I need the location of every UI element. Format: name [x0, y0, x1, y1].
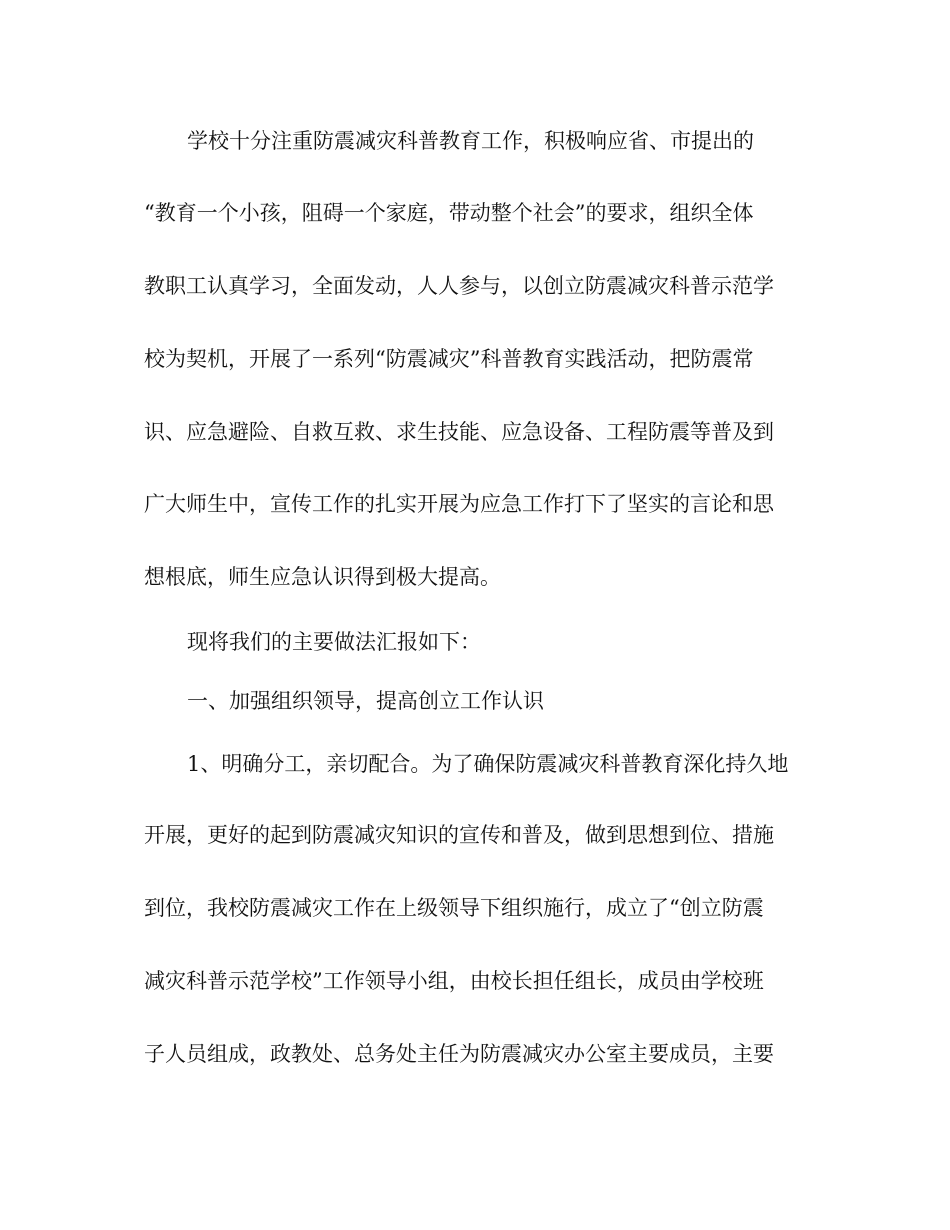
section-heading: 一、加强组织领导，提高创立工作认识 [187, 689, 544, 713]
paragraph-line: 校为契机，开展了一系列“防震减灾”科普教育实践活动，把防震常 [144, 347, 754, 371]
paragraph-line: 减灾科普示范学校”工作领导小组，由校长担任组长，成员由学校班 [144, 969, 764, 993]
paragraph-line: 到位，我校防震减灾工作在上级领导下组织施行，成立了“创立防震 [144, 896, 764, 920]
paragraph-line: 学校十分注重防震减灾科普教育工作，积极响应省、市提出的 [187, 129, 754, 153]
paragraph-line: 1、明确分工，亲切配合。为了确保防震减灾科普教育深化持久地 [187, 752, 789, 776]
paragraph-line: “教育一个小孩，阻碍一个家庭，带动整个社会”的要求，组织全体 [144, 201, 754, 225]
paragraph-line: 广大师生中，宣传工作的扎实开展为应急工作打下了坚实的言论和思 [144, 492, 774, 516]
paragraph-line: 开展，更好的起到防震减灾知识的宣传和普及，做到思想到位、措施 [144, 823, 774, 847]
paragraph-line: 识、应急避险、自救互救、求生技能、应急设备、工程防震等普及到 [144, 420, 774, 444]
paragraph-line: 想根底，师生应急认识得到极大提高。 [144, 565, 501, 589]
paragraph-line: 子人员组成，政教处、总务处主任为防震减灾办公室主要成员，主要 [144, 1042, 774, 1066]
paragraph-line: 教职工认真学习，全面发动，人人参与，以创立防震减灾科普示范学 [144, 274, 774, 298]
paragraph-line: 现将我们的主要做法汇报如下： [187, 630, 481, 654]
